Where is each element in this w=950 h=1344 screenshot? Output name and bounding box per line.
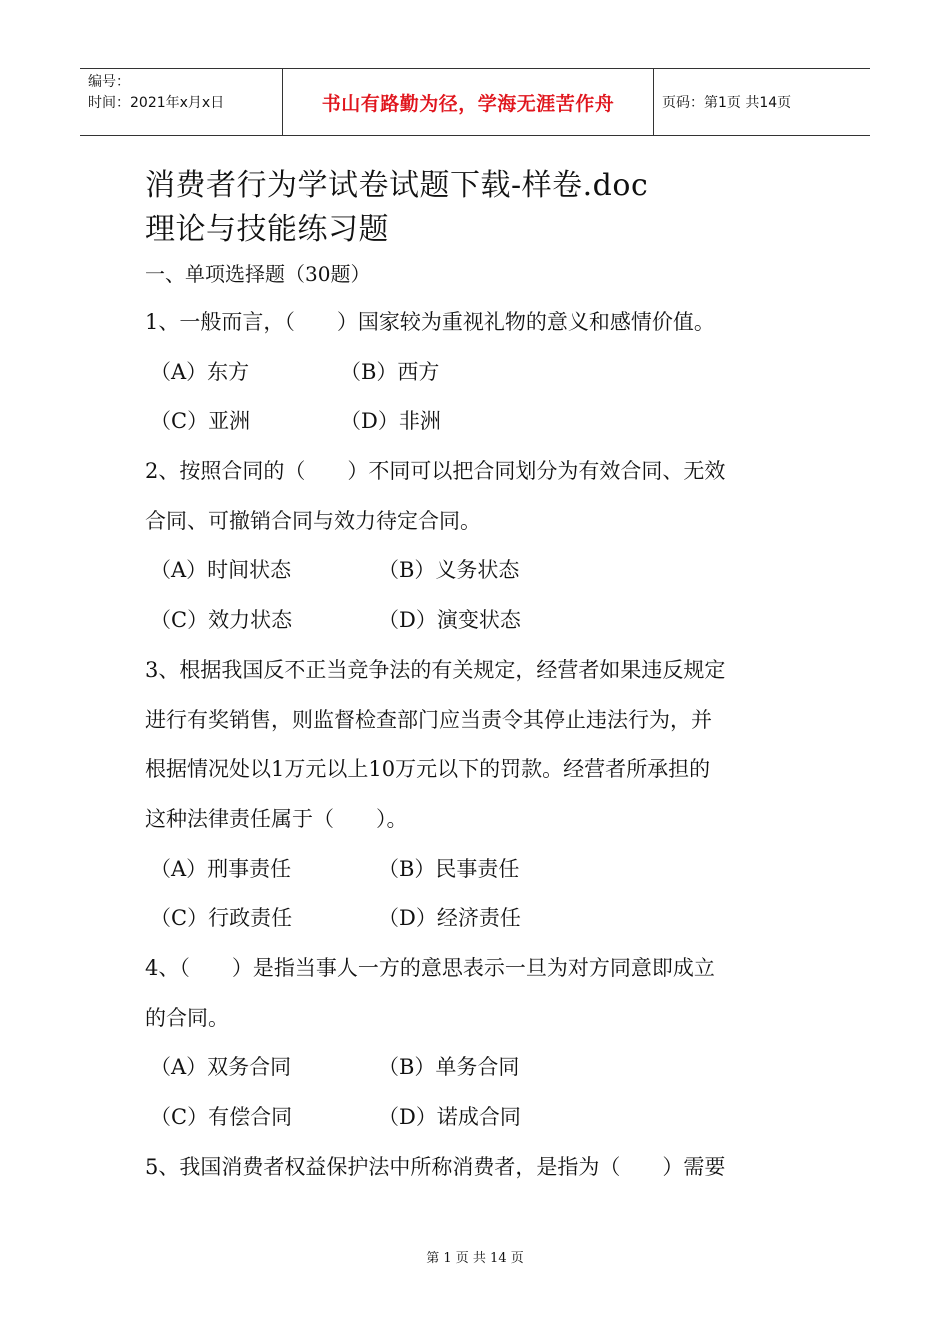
question-3-line3: 根据情况处以1万元以上10万元以下的罚款。经营者所承担的 bbox=[145, 757, 711, 782]
header-page-cell bbox=[654, 69, 870, 135]
question-5-line1: 5、我国消费者权益保护法中所称消费者，是指为（ ）需要 bbox=[145, 1154, 726, 1179]
option-c: （C）亚洲 bbox=[150, 409, 251, 434]
header-left-cell bbox=[80, 69, 282, 135]
document-body bbox=[145, 164, 810, 1192]
option-c: （C）效力状态 bbox=[150, 608, 293, 633]
number-label: 编号： bbox=[88, 74, 130, 90]
section-heading: 一、单项选择题（30题） bbox=[145, 262, 371, 286]
question-2-options-row2 bbox=[145, 596, 810, 646]
question-4-line1: 4、（ ）是指当事人一方的意思表示一旦为对方同意即成立 bbox=[145, 955, 715, 980]
question-2-options-row1 bbox=[145, 546, 810, 596]
option-b: （B）西方 bbox=[340, 359, 440, 384]
option-a: （A）东方 bbox=[150, 359, 250, 384]
question-1-options-row1 bbox=[145, 348, 810, 398]
option-b: （B）义务状态 bbox=[378, 558, 520, 583]
document-subtitle: 理论与技能练习题 bbox=[145, 212, 389, 247]
option-a: （A）双务合同 bbox=[150, 1055, 292, 1080]
question-3-options-row1 bbox=[145, 845, 810, 895]
question-4-options-row2 bbox=[145, 1093, 810, 1143]
header-motto-cell bbox=[282, 69, 654, 135]
option-b: （B）民事责任 bbox=[378, 856, 520, 881]
option-d: （D）非洲 bbox=[340, 409, 441, 434]
question-4-options-row1 bbox=[145, 1043, 810, 1093]
document-title: 消费者行为学试卷试题下载-样卷.doc bbox=[145, 168, 649, 203]
question-3-line4: 这种法律责任属于（ ）。 bbox=[145, 806, 408, 831]
option-c: （C）有偿合同 bbox=[150, 1105, 293, 1129]
page-header bbox=[80, 68, 870, 136]
question-1-options-row2 bbox=[145, 397, 810, 447]
question-1-text: 1、一般而言，（ ）国家较为重视礼物的意义和感情价值。 bbox=[145, 310, 715, 334]
question-3-options-row2 bbox=[145, 894, 810, 944]
date-label: 时间：2021年x月x日 bbox=[88, 95, 225, 111]
option-b: （B）单务合同 bbox=[378, 1055, 520, 1080]
page-footer: 第 1 页 共 14 页 bbox=[426, 1251, 524, 1266]
option-d: （D）诺成合同 bbox=[378, 1105, 521, 1129]
question-3-line2: 进行有奖销售，则监督检查部门应当责令其停止违法行为，并 bbox=[145, 707, 712, 732]
option-c: （C）行政责任 bbox=[150, 906, 293, 931]
question-2-line2: 合同、可撤销合同与效力待定合同。 bbox=[145, 508, 481, 533]
option-d: （D）演变状态 bbox=[378, 608, 521, 633]
question-3-line1: 3、根据我国反不正当竞争法的有关规定，经营者如果违反规定 bbox=[145, 657, 726, 682]
option-a: （A）刑事责任 bbox=[150, 856, 292, 881]
option-a: （A）时间状态 bbox=[150, 558, 292, 583]
question-4-line2: 的合同。 bbox=[145, 1005, 229, 1030]
motto-text: 书山有路勤为径，学海无涯苦作舟 bbox=[321, 92, 615, 115]
option-d: （D）经济责任 bbox=[378, 906, 521, 931]
question-2-line1: 2、按照合同的（ ）不同可以把合同划分为有效合同、无效 bbox=[145, 459, 726, 484]
page-info: 页码：第1页 共14页 bbox=[662, 95, 792, 111]
question-list bbox=[145, 298, 810, 1192]
